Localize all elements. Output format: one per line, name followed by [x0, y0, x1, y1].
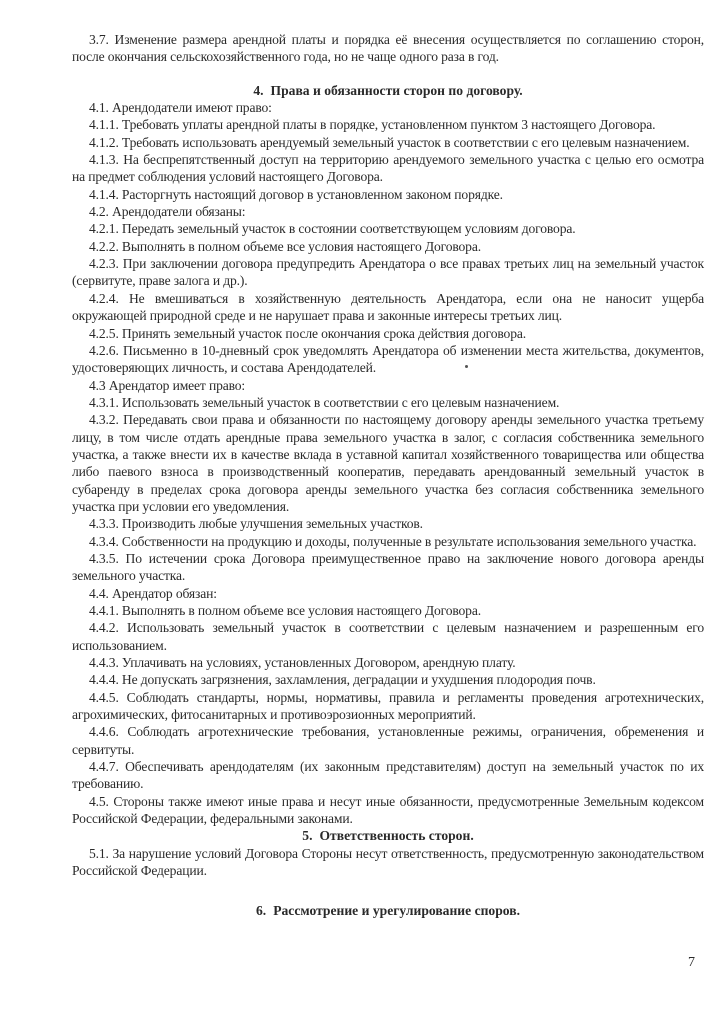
paragraph-4-4-2: 4.4.2. Использовать земельный участок в соответствии с целевым назначением и разрешенным его использованием.: [72, 620, 704, 653]
paragraph-4-3-5: 4.3.5. По истечении срока Договора преимущественное право на заключение нового договора аренды земельного участка.: [72, 550, 704, 584]
paragraph-3-7: 3.7. Изменение размера арендной платы и порядка её внесения осуществляется по соглашению сторон, после окончания сельскохозяйственного года, но не чаще одного раза в год.: [72, 32, 704, 65]
paragraph-5-1: 5.1. За нарушение условий Договора Стороны несут ответственность, предусмотренную законодательством Российской Федерации.: [72, 845, 704, 879]
paragraph-4-4-5: 4.4.5. Соблюдать стандарты, нормы, нормативы, правила и регламенты проведения агротехнических, агрохимических, фитосанитарных и противоэрозионных мероприятий.: [72, 689, 704, 723]
scan-speck: [465, 365, 468, 368]
paragraph-4-2-5: 4.2.5. Принять земельный участок после окончания срока действия договора.: [89, 325, 526, 341]
section-6-number: 6.: [256, 902, 267, 918]
section-5-number: 5.: [302, 828, 313, 844]
page-number: 7: [688, 955, 695, 970]
paragraph-4-3-1: 4.3.1. Использовать земельный участок в соответствии с его целевым назначением.: [89, 394, 560, 410]
paragraph-4-1-2: 4.1.2. Требовать использовать арендуемый земельный участок в соответствии с его целевым назначением.: [89, 134, 690, 150]
section-4-number: 4.: [253, 82, 264, 98]
section-4-title: Права и обязанности сторон по договору.: [270, 82, 523, 98]
paragraph-4-3-4: 4.3.4. Собственности на продукцию и доходы, полученные в результате использования земельного участка.: [89, 533, 697, 549]
section-6-heading: [72, 902, 704, 919]
paragraph-4-2-3: 4.2.3. При заключении договора предупредить Арендатора о все правах третьих лиц на земельный участок (сервитуте, праве залога и др.).: [72, 256, 704, 289]
paragraph-4-1-3: 4.1.3. На беспрепятственный доступ на территорию арендуемого земельного участка с целью его осмотра на предмет соблюдения условий настоящего Договора.: [72, 152, 704, 185]
paragraph-4-1-4: 4.1.4. Расторгнуть настоящий договор в установленном законом порядке.: [89, 186, 503, 202]
paragraph-4-1: 4.1. Арендодатели имеют право:: [89, 100, 272, 116]
paragraph-4-2-6: 4.2.6. Письменно в 10-дневный срок уведомлять Арендатора об изменении места жительства, документов, удостоверяющих личность, и состава Арендодателей.: [72, 342, 704, 376]
paragraph-4-3: 4.3 Арендатор имеет право:: [89, 377, 246, 393]
paragraph-4-4-4: 4.4.4. Не допускать загрязнения, захламления, деградации и ухудшения плодородия почв.: [89, 672, 596, 688]
paragraph-4-5: 4.5. Стороны также имеют иные права и несут иные обязанности, предусмотренные Земельным кодексом Российской Федерации, федеральными законами.: [72, 793, 704, 827]
paragraph-4-4-7: 4.4.7. Обеспечивать арендодателям (их законным представителям) доступ на земельный участок по их требованию.: [72, 759, 704, 792]
paragraph-4-2-4: 4.2.4. Не вмешиваться в хозяйственную деятельность Арендатора, если она не наносит ущерба окружающей природной среде и не нарушает права и законные интересы третьих лиц.: [72, 290, 704, 324]
section-4-heading: [72, 82, 704, 99]
paragraph-4-3-3: 4.3.3. Производить любые улучшения земельных участков.: [89, 516, 423, 532]
paragraph-4-4-1: 4.4.1. Выполнять в полном объеме все условия настоящего Договора.: [89, 603, 481, 618]
paragraph-4-4-3: 4.4.3. Уплачивать на условиях, установленных Договором, арендную плату.: [89, 655, 516, 671]
paragraph-4-4: 4.4. Арендатор обязан:: [89, 585, 217, 601]
document-page: [72, 31, 704, 919]
paragraph-4-2: 4.2. Арендодатели обязаны:: [89, 204, 246, 220]
section-5-title: Ответственность сторон.: [319, 828, 474, 844]
paragraph-4-4-6: 4.4.6. Соблюдать агротехнические требования, установленные режимы, ограничения, обременения и сервитуты.: [72, 724, 704, 757]
paragraph-4-2-2: 4.2.2. Выполнять в полном объеме все условия настоящего Договора.: [89, 238, 481, 254]
paragraph-4-3-2: 4.3.2. Передавать свои права и обязанности по настоящему договору аренды земельного участка третьему лицу, в том числе отдать арендные права земельного участка в залог, с согласия собственника земельного участка, а также внести их в качестве вклада в уставной капитал хозяйственного товарищества или общества либо паевого взноса в производственный кооператив, передавать арендованный земельный участок в субаренду в пределах срока договора аренды земельного участка без согласия собственника земельного участка при условии его уведомления.: [72, 412, 704, 514]
section-5-heading: [72, 827, 704, 844]
paragraph-4-2-1: 4.2.1. Передать земельный участок в состоянии соответствующем условиям договора.: [89, 221, 576, 237]
section-6-title: Рассмотрение и урегулирование споров.: [273, 902, 520, 918]
section-4-body: [72, 99, 704, 827]
paragraph-4-1-1: 4.1.1. Требовать уплаты арендной платы в порядке, установленном пунктом 3 настоящего Договора.: [89, 117, 656, 133]
